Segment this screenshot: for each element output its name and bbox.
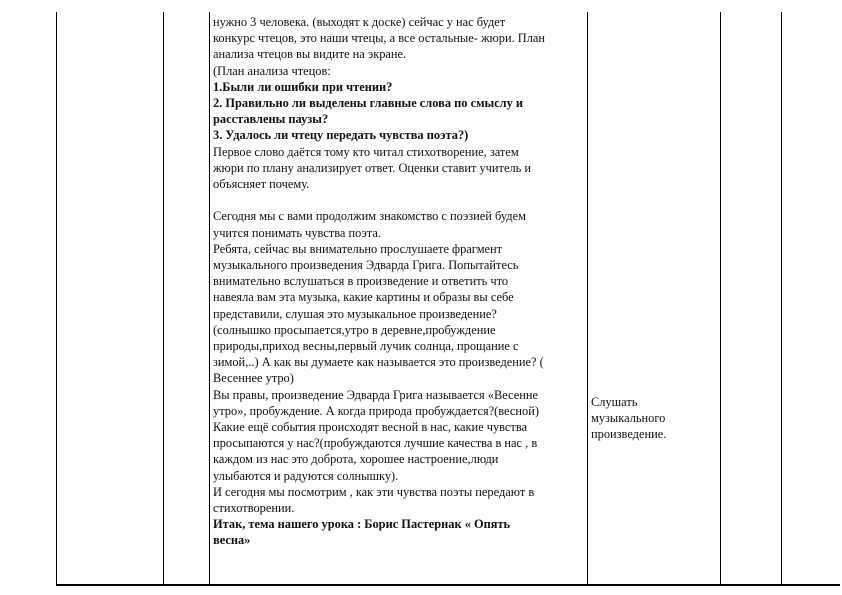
text-line: 2. Правильно ли выделены главные слова по смыслу и <box>213 96 524 111</box>
text-line: анализа чтецов вы видите на экране. <box>213 47 407 62</box>
text-line: (солнышко просыпается,утро в деревне,пробуждение <box>213 322 496 337</box>
text-line: жюри по плану анализирует ответ. Оценки ставит учитель и <box>213 160 532 175</box>
column-divider <box>587 12 588 585</box>
text-line: 3. Удалось ли чтецу передать чувства поэта?) <box>213 128 469 143</box>
table-cell-col2 <box>164 12 209 584</box>
text-line: конкурс чтецов, это наши чтецы, а все остальные- жюри. План <box>213 31 546 46</box>
text-line: каждом из нас это доброта, хорошее настроение,люди <box>213 452 499 467</box>
text-line: Итак, тема нашего урока : Борис Пастернак « Опять <box>213 517 511 532</box>
table-cell-col6 <box>782 12 840 584</box>
text-line: Слушать <box>591 395 638 409</box>
text-line: музыкального произведения Эдварда Грига. Попытайтесь <box>213 258 519 273</box>
text-line: улыбаются и радуются солнышку). <box>213 468 399 483</box>
table-cell-col5 <box>721 12 781 584</box>
text-line: музыкального <box>591 411 666 426</box>
text-line: (План анализа чтецов: <box>213 63 331 78</box>
table-row-bottom-border <box>56 584 840 586</box>
text-line: произведение. <box>591 427 667 442</box>
blank-line <box>213 192 585 208</box>
text-line: учится понимать чувства поэта. <box>213 225 381 240</box>
text-line: просыпаются у нас?(пробуждаются лучшие качества в нас , в <box>213 436 538 451</box>
text-line: представили, слушая это музыкальное произведение? <box>213 306 497 321</box>
text-line: объясняет почему. <box>213 177 310 192</box>
text-line: Весеннее утро) <box>213 371 294 386</box>
text-line: Ребята, сейчас вы внимательно прослушаете фрагмент <box>213 241 503 256</box>
text-line: Сегодня мы с вами продолжим знакомство с поэзией будем <box>213 209 526 224</box>
text-line: Какие ещё события происходят весной в нас, какие чувства <box>213 420 528 435</box>
text-line: утро», пробуждение. А когда природа пробуждается?(весной) <box>213 403 539 418</box>
text-line: Вы правы, произведение Эдварда Грига называется «Весенне <box>213 387 538 402</box>
text-line: И сегодня мы посмотрим , как эти чувства поэты передают в <box>213 484 535 499</box>
text-line: Первое слово даётся тому кто читал стихотворение, затем <box>213 144 519 159</box>
lesson-plan-table <box>56 12 840 585</box>
text-line: весна» <box>213 533 251 548</box>
teacher-activity-cell <box>213 14 585 584</box>
table-cell-col1 <box>57 12 163 584</box>
student-activity-cell <box>591 394 719 454</box>
text-line: 1.Были ли ошибки при чтении? <box>213 79 393 94</box>
text-line: зимой,..) А как вы думаете как называется это произведение? ( <box>213 355 544 370</box>
text-line: стихотворении. <box>213 501 295 516</box>
text-line: внимательно вслушаться в произведение и ответить что <box>213 274 509 289</box>
column-divider <box>209 12 210 585</box>
text-line: природы,приход весны,первый лучик солнца, прощание с <box>213 339 519 354</box>
text-line: расставлены паузы? <box>213 112 329 127</box>
text-line: нужно 3 человека. (выходят к доске) сейчас у нас будет <box>213 15 506 29</box>
text-line: навеяла вам эта музыка, какие картины и образы вы себе <box>213 290 514 305</box>
